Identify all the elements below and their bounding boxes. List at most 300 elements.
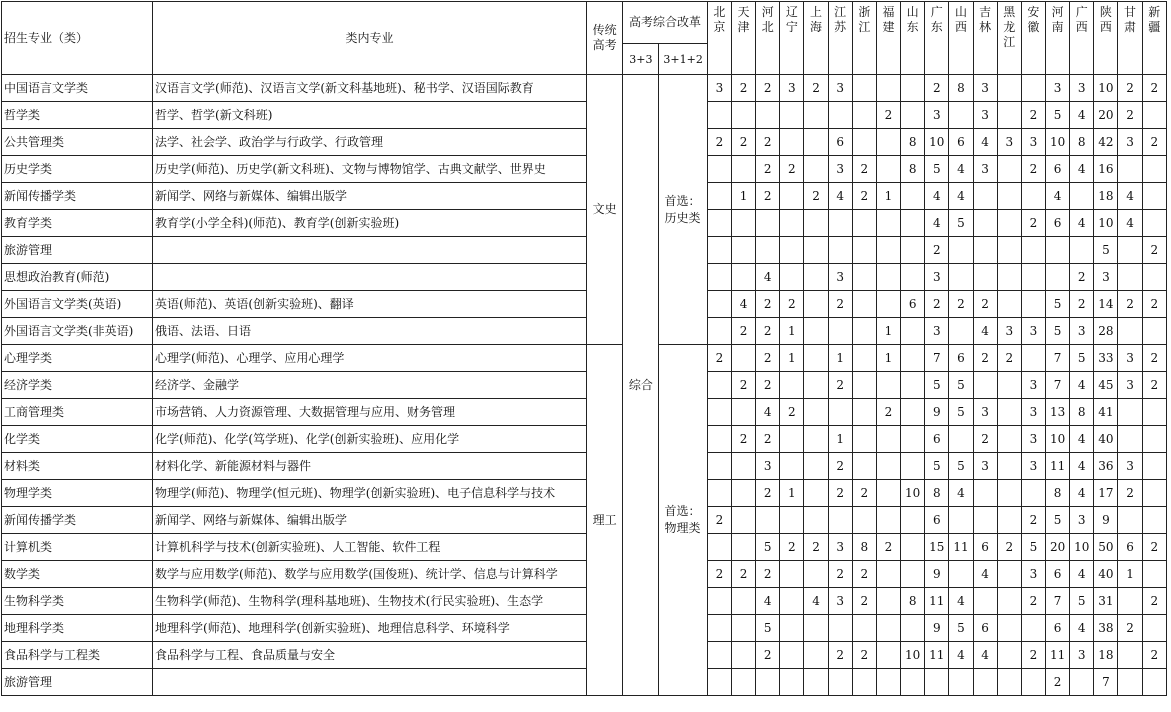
- quota-cell: 8: [901, 129, 925, 156]
- quota-cell: 2: [1118, 102, 1142, 129]
- quota-cell: [949, 507, 973, 534]
- quota-cell: 2: [756, 156, 780, 183]
- quota-cell: [707, 264, 731, 291]
- table-header: [2, 2, 1167, 75]
- quota-cell: 3: [756, 453, 780, 480]
- quota-cell: 3: [1118, 345, 1142, 372]
- quota-cell: [876, 588, 900, 615]
- quota-cell: 4: [1070, 615, 1094, 642]
- quota-cell: 6: [1046, 561, 1070, 588]
- quota-cell: [707, 480, 731, 507]
- quota-cell: [852, 399, 876, 426]
- quota-cell: [925, 669, 949, 696]
- quota-cell: 4: [925, 183, 949, 210]
- quota-cell: 2: [1070, 264, 1094, 291]
- quota-cell: [852, 615, 876, 642]
- table-row: [2, 507, 1167, 534]
- quota-cell: [707, 615, 731, 642]
- quota-cell: 2: [756, 372, 780, 399]
- quota-cell: [901, 372, 925, 399]
- header-province: 安徽: [1021, 2, 1045, 75]
- table-row: [2, 426, 1167, 453]
- quota-cell: [876, 669, 900, 696]
- table-row: [2, 291, 1167, 318]
- quota-cell: [997, 588, 1021, 615]
- quota-cell: [828, 102, 852, 129]
- quota-cell: [731, 507, 755, 534]
- quota-cell: 2: [731, 426, 755, 453]
- header-major: 招生专业（类）: [2, 2, 153, 75]
- quota-cell: [756, 669, 780, 696]
- quota-cell: 16: [1094, 156, 1118, 183]
- quota-cell: [1021, 291, 1045, 318]
- quota-cell: [707, 642, 731, 669]
- quota-cell: [997, 480, 1021, 507]
- quota-cell: [731, 480, 755, 507]
- sub-majors-cell: 历史学(师范)、历史学(新文科班)、文物与博物馆学、古典文献学、世界史: [153, 156, 587, 183]
- quota-cell: [901, 183, 925, 210]
- quota-cell: [780, 210, 804, 237]
- quota-cell: [949, 102, 973, 129]
- quota-cell: [780, 426, 804, 453]
- quota-cell: [1046, 264, 1070, 291]
- quota-cell: [852, 210, 876, 237]
- header-province: 浙江: [852, 2, 876, 75]
- sub-majors-cell: 新闻学、网络与新媒体、编辑出版学: [153, 507, 587, 534]
- quota-cell: 10: [901, 480, 925, 507]
- quota-cell: 45: [1094, 372, 1118, 399]
- quota-cell: [901, 507, 925, 534]
- quota-cell: 2: [756, 75, 780, 102]
- sub-majors-cell: [153, 237, 587, 264]
- quota-cell: [707, 210, 731, 237]
- quota-cell: 1: [828, 426, 852, 453]
- quota-cell: 6: [925, 507, 949, 534]
- quota-cell: 3: [780, 75, 804, 102]
- quota-cell: 3: [925, 318, 949, 345]
- quota-cell: [1118, 426, 1142, 453]
- quota-cell: [901, 345, 925, 372]
- quota-cell: 3: [1046, 75, 1070, 102]
- quota-cell: 10: [901, 642, 925, 669]
- quota-cell: [804, 669, 828, 696]
- table-row: [2, 372, 1167, 399]
- quota-cell: [997, 183, 1021, 210]
- quota-cell: [780, 102, 804, 129]
- quota-cell: [876, 129, 900, 156]
- quota-cell: 11: [925, 588, 949, 615]
- quota-cell: 5: [1021, 534, 1045, 561]
- quota-cell: 4: [949, 642, 973, 669]
- quota-cell: 2: [756, 345, 780, 372]
- quota-cell: 2: [804, 183, 828, 210]
- quota-cell: 5: [949, 453, 973, 480]
- quota-cell: [901, 399, 925, 426]
- quota-cell: [804, 642, 828, 669]
- quota-cell: [852, 75, 876, 102]
- quota-cell: 2: [1142, 345, 1166, 372]
- quota-cell: [997, 669, 1021, 696]
- quota-cell: [1142, 507, 1166, 534]
- quota-cell: 40: [1094, 561, 1118, 588]
- quota-cell: 38: [1094, 615, 1118, 642]
- quota-cell: 2: [731, 75, 755, 102]
- quota-cell: [901, 669, 925, 696]
- quota-cell: 3: [828, 588, 852, 615]
- reform-3-1-2-history: 首选：历史类: [659, 75, 707, 345]
- quota-cell: 2: [1142, 534, 1166, 561]
- header-province: 上海: [804, 2, 828, 75]
- quota-cell: [949, 318, 973, 345]
- quota-cell: 2: [1142, 75, 1166, 102]
- quota-cell: 2: [1021, 102, 1045, 129]
- quota-cell: [1142, 102, 1166, 129]
- quota-cell: [1021, 615, 1045, 642]
- sub-majors-cell: 教育学(小学全科)(师范)、教育学(创新实验班): [153, 210, 587, 237]
- quota-cell: 6: [973, 615, 997, 642]
- quota-cell: 2: [731, 129, 755, 156]
- major-cell: 思想政治教育(师范): [2, 264, 153, 291]
- quota-cell: [756, 237, 780, 264]
- quota-cell: 3: [1094, 264, 1118, 291]
- quota-cell: [997, 264, 1021, 291]
- table-row: [2, 588, 1167, 615]
- quota-cell: [1142, 183, 1166, 210]
- major-cell: 中国语言文学类: [2, 75, 153, 102]
- sub-majors-cell: 计算机科学与技术(创新实验班)、人工智能、软件工程: [153, 534, 587, 561]
- major-cell: 历史学类: [2, 156, 153, 183]
- header-reform-3-1-2: 3+1+2: [659, 44, 707, 75]
- quota-cell: 4: [731, 291, 755, 318]
- quota-cell: 41: [1094, 399, 1118, 426]
- quota-cell: [707, 669, 731, 696]
- quota-cell: [997, 102, 1021, 129]
- quota-cell: 1: [1118, 561, 1142, 588]
- table-row: [2, 534, 1167, 561]
- quota-cell: [828, 615, 852, 642]
- quota-cell: 5: [1046, 102, 1070, 129]
- sub-majors-cell: 心理学(师范)、心理学、应用心理学: [153, 345, 587, 372]
- quota-cell: 2: [707, 345, 731, 372]
- quota-cell: 2: [925, 291, 949, 318]
- quota-cell: 2: [852, 480, 876, 507]
- quota-cell: [707, 588, 731, 615]
- quota-cell: 2: [852, 588, 876, 615]
- quota-cell: 6: [949, 345, 973, 372]
- quota-cell: 3: [973, 102, 997, 129]
- quota-cell: 2: [925, 237, 949, 264]
- quota-cell: 11: [925, 642, 949, 669]
- quota-cell: [1021, 75, 1045, 102]
- quota-cell: [780, 642, 804, 669]
- quota-cell: [731, 534, 755, 561]
- quota-cell: [707, 156, 731, 183]
- quota-cell: 11: [1046, 453, 1070, 480]
- quota-cell: 6: [828, 129, 852, 156]
- quota-cell: [731, 669, 755, 696]
- quota-cell: 2: [731, 372, 755, 399]
- quota-cell: [707, 183, 731, 210]
- quota-cell: [973, 669, 997, 696]
- quota-cell: [1142, 615, 1166, 642]
- major-cell: 旅游管理: [2, 669, 153, 696]
- sub-majors-cell: 食品科学与工程、食品质量与安全: [153, 642, 587, 669]
- quota-cell: 1: [876, 318, 900, 345]
- quota-cell: 4: [1118, 210, 1142, 237]
- reform-3-3-zonghe: 综合: [623, 75, 659, 696]
- major-cell: 物理学类: [2, 480, 153, 507]
- quota-cell: [901, 264, 925, 291]
- table-row: [2, 264, 1167, 291]
- quota-cell: 10: [1094, 210, 1118, 237]
- major-cell: 地理科学类: [2, 615, 153, 642]
- quota-cell: 2: [876, 102, 900, 129]
- quota-cell: 42: [1094, 129, 1118, 156]
- quota-cell: 7: [1046, 345, 1070, 372]
- quota-cell: [973, 237, 997, 264]
- quota-cell: 2: [756, 318, 780, 345]
- quota-cell: 2: [804, 534, 828, 561]
- quota-cell: [828, 507, 852, 534]
- quota-cell: [1118, 318, 1142, 345]
- sub-majors-cell: 材料化学、新能源材料与器件: [153, 453, 587, 480]
- quota-cell: [901, 318, 925, 345]
- quota-cell: 5: [949, 615, 973, 642]
- header-reform-3-3: 3+3: [623, 44, 659, 75]
- sub-majors-cell: 生物科学(师范)、生物科学(理科基地班)、生物技术(行民实验班)、生态学: [153, 588, 587, 615]
- quota-cell: 4: [949, 183, 973, 210]
- table-row: [2, 453, 1167, 480]
- quota-cell: [852, 426, 876, 453]
- quota-cell: 2: [949, 291, 973, 318]
- quota-cell: 2: [828, 372, 852, 399]
- quota-cell: [707, 372, 731, 399]
- sub-majors-cell: 经济学、金融学: [153, 372, 587, 399]
- quota-cell: [1118, 237, 1142, 264]
- quota-cell: 50: [1094, 534, 1118, 561]
- quota-cell: [731, 210, 755, 237]
- header-province: 辽宁: [780, 2, 804, 75]
- quota-cell: 7: [925, 345, 949, 372]
- quota-cell: 2: [1142, 291, 1166, 318]
- quota-cell: [997, 156, 1021, 183]
- quota-cell: 2: [707, 129, 731, 156]
- quota-cell: 2: [756, 291, 780, 318]
- quota-cell: 9: [925, 615, 949, 642]
- quota-cell: 2: [973, 345, 997, 372]
- quota-cell: 5: [1046, 507, 1070, 534]
- quota-cell: 3: [997, 129, 1021, 156]
- header-province: 广西: [1070, 2, 1094, 75]
- quota-cell: [804, 426, 828, 453]
- quota-cell: [780, 588, 804, 615]
- quota-cell: 2: [780, 534, 804, 561]
- quota-cell: 2: [756, 129, 780, 156]
- quota-cell: [876, 642, 900, 669]
- quota-cell: [1021, 669, 1045, 696]
- quota-cell: 3: [1021, 318, 1045, 345]
- quota-cell: 1: [731, 183, 755, 210]
- quota-cell: [949, 237, 973, 264]
- quota-cell: 3: [973, 75, 997, 102]
- quota-cell: 4: [1070, 156, 1094, 183]
- quota-cell: 3: [973, 399, 997, 426]
- quota-cell: [780, 372, 804, 399]
- quota-cell: [780, 669, 804, 696]
- quota-cell: 10: [925, 129, 949, 156]
- quota-cell: 2: [852, 642, 876, 669]
- quota-cell: 2: [973, 426, 997, 453]
- quota-cell: 3: [828, 75, 852, 102]
- quota-cell: [852, 291, 876, 318]
- quota-cell: [780, 615, 804, 642]
- quota-cell: 2: [828, 642, 852, 669]
- quota-cell: [901, 615, 925, 642]
- quota-cell: [1142, 210, 1166, 237]
- quota-cell: 3: [828, 264, 852, 291]
- quota-cell: [804, 480, 828, 507]
- quota-cell: 8: [925, 480, 949, 507]
- quota-cell: [876, 480, 900, 507]
- sub-majors-cell: 物理学(师范)、物理学(恒元班)、物理学(创新实验班)、电子信息科学与技术: [153, 480, 587, 507]
- major-cell: 食品科学与工程类: [2, 642, 153, 669]
- table-row: [2, 129, 1167, 156]
- quota-cell: [901, 75, 925, 102]
- quota-cell: 2: [1021, 588, 1045, 615]
- quota-cell: 5: [949, 210, 973, 237]
- quota-cell: [997, 399, 1021, 426]
- quota-cell: 2: [1021, 507, 1045, 534]
- quota-cell: 10: [1070, 534, 1094, 561]
- quota-cell: [852, 372, 876, 399]
- major-cell: 工商管理类: [2, 399, 153, 426]
- sub-majors-cell: 汉语言文学(师范)、汉语言文学(新文科基地班)、秘书学、汉语国际教育: [153, 75, 587, 102]
- quota-cell: 6: [973, 534, 997, 561]
- quota-cell: 2: [756, 480, 780, 507]
- quota-cell: 4: [828, 183, 852, 210]
- quota-cell: 2: [1118, 75, 1142, 102]
- quota-cell: 2: [731, 318, 755, 345]
- quota-cell: [949, 669, 973, 696]
- quota-cell: [1021, 237, 1045, 264]
- sub-majors-cell: 数学与应用数学(师范)、数学与应用数学(国俊班)、统计学、信息与计算科学: [153, 561, 587, 588]
- quota-cell: 4: [949, 156, 973, 183]
- quota-cell: [852, 507, 876, 534]
- quota-cell: 4: [973, 129, 997, 156]
- quota-cell: [997, 75, 1021, 102]
- quota-cell: 3: [1118, 129, 1142, 156]
- quota-cell: [876, 426, 900, 453]
- sub-majors-cell: 英语(师范)、英语(创新实验班)、翻译: [153, 291, 587, 318]
- quota-cell: 15: [925, 534, 949, 561]
- sub-majors-cell: 法学、社会学、政治学与行政学、行政管理: [153, 129, 587, 156]
- enrollment-plan-table: [1, 1, 1167, 696]
- quota-cell: [997, 426, 1021, 453]
- quota-cell: 6: [949, 129, 973, 156]
- quota-cell: 6: [1046, 156, 1070, 183]
- quota-cell: [1046, 237, 1070, 264]
- quota-cell: 8: [1070, 399, 1094, 426]
- quota-cell: 4: [1070, 453, 1094, 480]
- quota-cell: 8: [901, 156, 925, 183]
- quota-cell: 3: [973, 453, 997, 480]
- quota-cell: 7: [1046, 372, 1070, 399]
- quota-cell: 1: [876, 345, 900, 372]
- major-cell: 公共管理类: [2, 129, 153, 156]
- quota-cell: [804, 345, 828, 372]
- quota-cell: [1118, 399, 1142, 426]
- quota-cell: 2: [804, 75, 828, 102]
- table-row: [2, 318, 1167, 345]
- quota-cell: [804, 210, 828, 237]
- quota-cell: [707, 399, 731, 426]
- quota-cell: [756, 210, 780, 237]
- quota-cell: 4: [1070, 210, 1094, 237]
- quota-cell: [876, 507, 900, 534]
- quota-cell: [973, 372, 997, 399]
- major-cell: 新闻传播学类: [2, 507, 153, 534]
- quota-cell: [780, 561, 804, 588]
- table-row: [2, 561, 1167, 588]
- reform-3-1-2-physics: 首选：物理类: [659, 345, 707, 696]
- quota-cell: [997, 615, 1021, 642]
- quota-cell: 7: [1094, 669, 1118, 696]
- header-province: 河北: [756, 2, 780, 75]
- table-body: [2, 75, 1167, 696]
- quota-cell: [852, 264, 876, 291]
- quota-cell: 5: [925, 156, 949, 183]
- quota-cell: 9: [925, 561, 949, 588]
- quota-cell: 11: [1046, 642, 1070, 669]
- quota-cell: [804, 237, 828, 264]
- quota-cell: [804, 102, 828, 129]
- quota-cell: 4: [756, 264, 780, 291]
- quota-cell: 11: [949, 534, 973, 561]
- quota-cell: [828, 210, 852, 237]
- quota-cell: 2: [852, 156, 876, 183]
- quota-cell: [731, 345, 755, 372]
- quota-cell: 2: [780, 156, 804, 183]
- quota-cell: 2: [1046, 669, 1070, 696]
- quota-cell: [1021, 264, 1045, 291]
- quota-cell: 2: [828, 453, 852, 480]
- quota-cell: 17: [1094, 480, 1118, 507]
- table-row: [2, 102, 1167, 129]
- quota-cell: [901, 210, 925, 237]
- quota-cell: [804, 507, 828, 534]
- quota-cell: 3: [1070, 507, 1094, 534]
- quota-cell: 2: [997, 345, 1021, 372]
- quota-cell: [876, 75, 900, 102]
- quota-cell: [973, 588, 997, 615]
- quota-cell: 5: [756, 534, 780, 561]
- quota-cell: 2: [852, 561, 876, 588]
- quota-cell: [973, 507, 997, 534]
- quota-cell: 8: [901, 588, 925, 615]
- quota-cell: 5: [756, 615, 780, 642]
- quota-cell: 6: [925, 426, 949, 453]
- major-cell: 外国语言文学类(英语): [2, 291, 153, 318]
- quota-cell: 6: [1046, 210, 1070, 237]
- quota-cell: [828, 399, 852, 426]
- quota-cell: 2: [756, 561, 780, 588]
- quota-cell: [1021, 480, 1045, 507]
- quota-cell: [1070, 669, 1094, 696]
- quota-cell: 3: [1070, 75, 1094, 102]
- quota-cell: [731, 399, 755, 426]
- quota-cell: [1118, 156, 1142, 183]
- quota-cell: 5: [1070, 345, 1094, 372]
